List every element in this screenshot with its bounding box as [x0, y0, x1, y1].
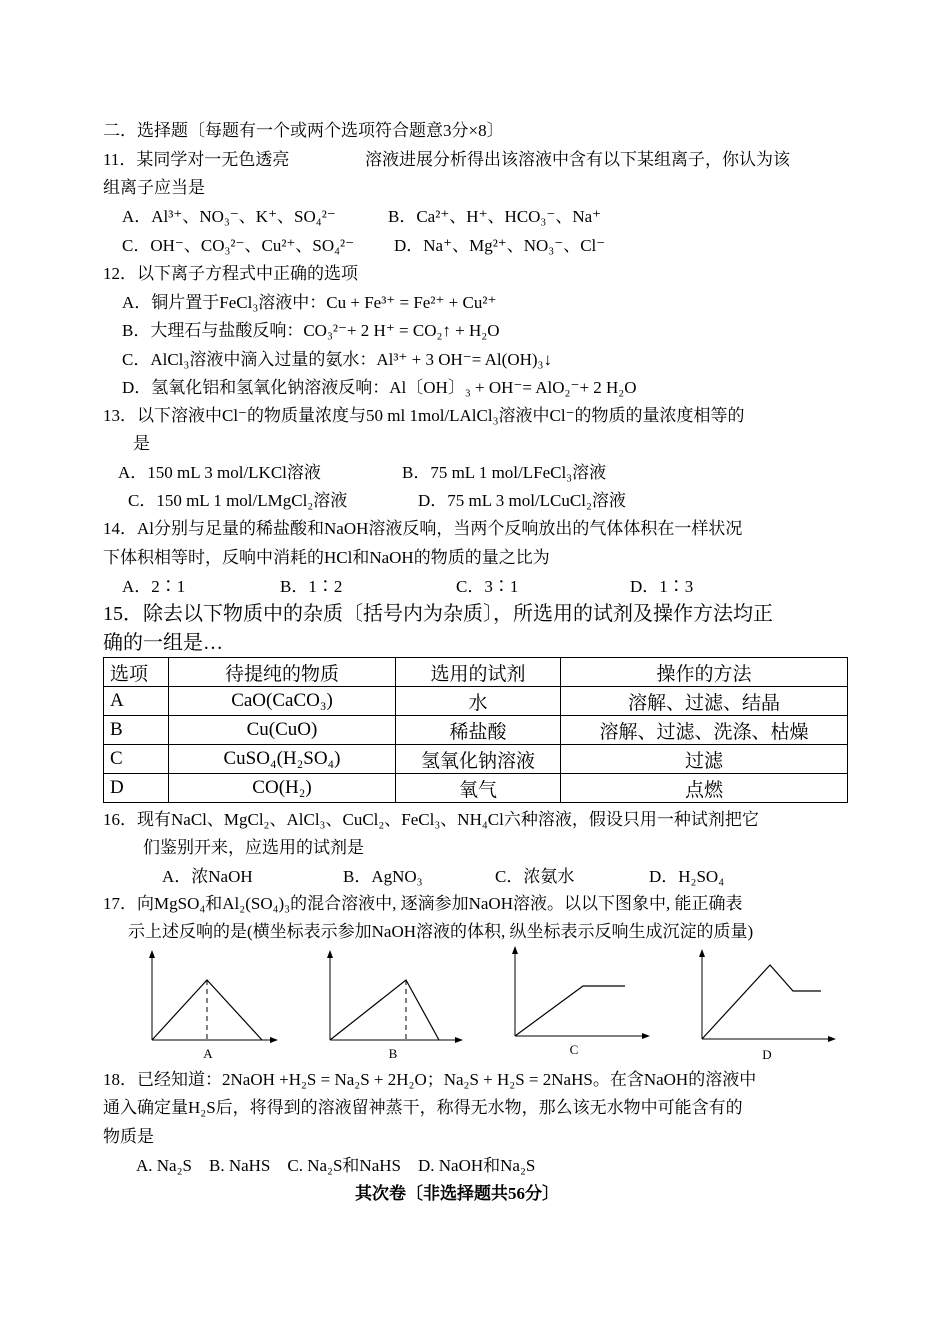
- table-cell: 溶解、过滤、结晶: [561, 687, 848, 716]
- table-cell: CuSO₄(H₂SO₄): [169, 745, 396, 774]
- q11-option-c: C．OH⁻、CO₃²⁻、Cu²⁺、SO₄²⁻: [122, 236, 355, 255]
- q16-option-a: A．浓NaOH: [162, 867, 253, 886]
- table-row: [104, 716, 848, 745]
- table-cell: 水: [396, 687, 561, 716]
- q14-option-a: A．2∶1: [122, 577, 186, 596]
- q15-options-table: [103, 657, 848, 803]
- q14-stem-b: 下体积相等时，反响中消耗的HCl和NaOH的物质的量之比为: [103, 548, 550, 567]
- header-cell: 操作的方法: [561, 658, 848, 687]
- table-cell: B: [104, 716, 169, 745]
- table-row: [104, 774, 848, 803]
- q11-stem-a: 11．某同学对一无色透亮: [103, 150, 290, 169]
- table-cell: A: [104, 687, 169, 716]
- q18-stem-b: 通入确定量H₂S后，将得到的溶液留神蒸干，称得无水物，那么该无水物中可能含有的: [103, 1098, 743, 1117]
- q12-option-a: A．铜片置于FeCl₃溶液中：Cu + Fe³⁺ = Fe²⁺ + Cu²⁺: [122, 293, 497, 312]
- table-cell: 稀盐酸: [396, 716, 561, 745]
- q14-option-c: C．3∶1: [456, 577, 519, 596]
- q16-option-b: B．AgNO₃: [343, 867, 423, 886]
- q18-stem-a: 18．已经知道：2NaOH +H₂S = Na₂S + 2H₂O；Na₂S + H₂S = 2NaHS。在含NaOH的溶液中: [103, 1070, 757, 1089]
- q11-stem-c: 组离子应当是: [103, 178, 205, 197]
- header-cell: 选项: [104, 658, 169, 687]
- table-cell: C: [104, 745, 169, 774]
- table-header-row: [104, 658, 848, 687]
- q17-stem-a: 17．向MgSO₄和Al₂(SO₄)₃的混合溶液中, 逐滴参加NaOH溶液。以以下图象中, 能正确表: [103, 894, 743, 913]
- table-cell: 溶解、过滤、洗涤、枯燥: [561, 716, 848, 745]
- q18-options: A. Na₂S B. NaHS C. Na₂S和NaHS D. NaOH和Na₂S: [136, 1156, 536, 1175]
- q17-graph-a: [140, 948, 280, 1048]
- q13-stem-b: 是: [133, 434, 150, 453]
- q11-option-b: B．Ca²⁺、H⁺、HCO₃⁻、Na⁺: [388, 207, 602, 226]
- table-cell: 点燃: [561, 774, 848, 803]
- q13-option-c: C．150 mL 1 mol/LMgCl₂溶液: [128, 491, 348, 510]
- q13-option-d: D．75 mL 3 mol/LCuCl₂溶液: [418, 491, 626, 510]
- q17-stem-b: 示上述反响的是(横坐标表示参加NaOH溶液的体积, 纵坐标表示反响生成沉淀的质量): [128, 922, 754, 941]
- q11-option-d: D．Na⁺、Mg²⁺、NO₃⁻、Cl⁻: [394, 236, 606, 255]
- q13-stem-a: 13．以下溶液中Cl⁻的物质量浓度与50 ml 1mol/LAlCl₃溶液中Cl⁻的物质的量浓度相等的: [103, 406, 745, 425]
- q14-option-d: D．1∶3: [630, 577, 694, 596]
- q18-stem-c: 物质是: [103, 1127, 154, 1146]
- q14-stem-a: 14．Al分别与足量的稀盐酸和NaOH溶液反响，当两个反响放出的气体体积在一样状况: [103, 519, 743, 538]
- table-cell: 氢氧化钠溶液: [396, 745, 561, 774]
- q16-option-c: C．浓氨水: [495, 867, 575, 886]
- q13-option-a: A．150 mL 3 mol/LKCl溶液: [118, 463, 321, 482]
- q17-graph-label-c: C: [569, 1042, 579, 1057]
- q12-option-d: D．氢氧化铝和氢氧化钠溶液反响：Al〔OH〕₃ + OH⁻= AlO₂⁻+ 2 H₂O: [122, 378, 637, 397]
- table-cell: CO(H₂): [169, 774, 396, 803]
- q17-graph-label-d: D: [762, 1047, 772, 1062]
- q14-option-b: B．1∶2: [280, 577, 343, 596]
- table-cell: D: [104, 774, 169, 803]
- q12-stem: 12．以下离子方程式中正确的选项: [103, 264, 358, 283]
- q15-stem-b: 确的一组是…: [103, 632, 223, 654]
- q17-graph-b: [318, 948, 468, 1048]
- q15-stem-a: 15．除去以下物质中的杂质〔括号内为杂质〕，所选用的试剂及操作方法均正: [103, 603, 773, 625]
- header-cell: 待提纯的物质: [169, 658, 396, 687]
- table-row: [104, 745, 848, 774]
- q17-graph-label-a: A: [203, 1046, 213, 1061]
- q16-stem-b: 们鉴别开来，应选用的试剂是: [143, 838, 364, 857]
- q16-stem-a: 16．现有NaCl、MgCl₂、AlCl₃、CuCl₂、FeCl₃、NH₄Cl六种溶液，假设只用一种试剂把它: [103, 810, 759, 829]
- section-header: 二．选择题〔每题有一个或两个选项符合题意3分×8〕: [103, 121, 504, 140]
- part2-title: 其次卷〔非选择题共56分〕: [355, 1184, 559, 1203]
- q17-graph-d: [690, 947, 840, 1047]
- q13-option-b: B．75 mL 1 mol/LFeCl₃溶液: [402, 463, 607, 482]
- table-cell: 过滤: [561, 745, 848, 774]
- table-row: [104, 687, 848, 716]
- q17-graph-c: [503, 944, 653, 1044]
- q16-option-d: D．H₂SO₄: [649, 867, 725, 886]
- q11-option-a: A．Al³⁺、NO₃⁻、K⁺、SO₄²⁻: [122, 207, 336, 226]
- table-cell: 氧气: [396, 774, 561, 803]
- header-cell: 选用的试剂: [396, 658, 561, 687]
- table-cell: CaO(CaCO₃): [169, 687, 396, 716]
- q11-stem-b: 溶液进展分析得出该溶液中含有以下某组离子，你认为该: [365, 150, 790, 169]
- q17-graph-label-b: B: [388, 1046, 398, 1061]
- q12-option-b: B．大理石与盐酸反响：CO₃²⁻+ 2 H⁺ = CO₂↑ + H₂O: [122, 321, 500, 340]
- q12-option-c: C．AlCl₃溶液中滴入过量的氨水：Al³⁺ + 3 OH⁻= Al(OH)₃↓: [122, 350, 552, 369]
- table-cell: Cu(CuO): [169, 716, 396, 745]
